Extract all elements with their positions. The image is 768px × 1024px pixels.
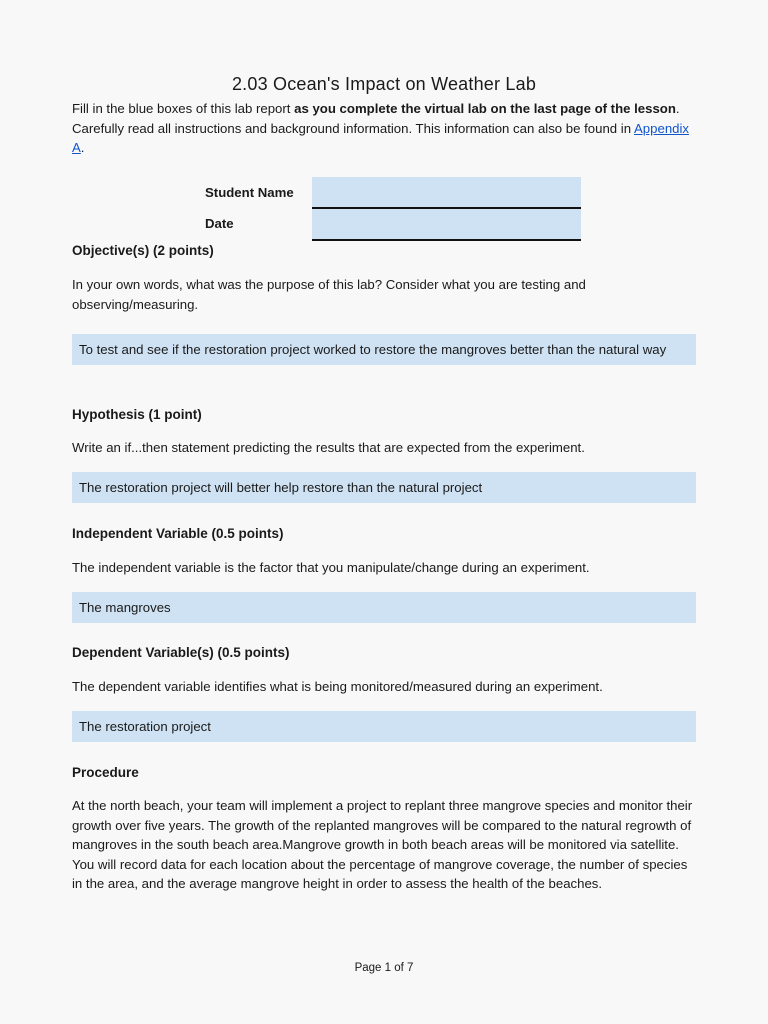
independent-variable-heading: Independent Variable (0.5 points) [72, 526, 284, 541]
hypothesis-answer-box[interactable]: The restoration project will better help restore than the natural project [72, 472, 696, 503]
dependent-variable-prompt: The dependent variable identifies what is being monitored/measured during an experiment. [72, 679, 603, 694]
page-number: Page 1 of 7 [354, 962, 414, 974]
page-title: 2.03 Ocean's Impact on Weather Lab [231, 74, 537, 94]
appendix-a-link[interactable]: Appendix A [72, 120, 690, 155]
objective-prompt: In your own words, what was the purpose of this lab? Consider what you are testing and observing/measuring. [72, 277, 586, 312]
dependent-variable-answer-box[interactable]: The restoration project [72, 711, 696, 742]
hypothesis-heading: Hypothesis (1 point) [72, 407, 202, 422]
intro-text-continued: . Carefully read all instructions and background information. This information can also be found in [72, 101, 680, 136]
independent-variable-prompt: The independent variable is the factor that you manipulate/change during an experiment. [72, 560, 590, 575]
intro-end: . [80, 140, 85, 155]
independent-variable-answer-box[interactable]: The mangroves [72, 592, 696, 623]
objective-answer-box[interactable]: To test and see if the restoration project worked to restore the mangroves better than the natural way [72, 334, 696, 365]
hypothesis-prompt: Write an if...then statement predicting the results that are expected from the experiment. [72, 440, 585, 455]
dependent-variable-heading: Dependent Variable(s) (0.5 points) [72, 645, 290, 660]
procedure-heading: Procedure [72, 765, 139, 780]
intro-text: Fill in the blue boxes of this lab report [72, 101, 295, 116]
student-name-label: Student Name [205, 185, 294, 200]
date-field[interactable] [312, 209, 581, 241]
intro-paragraph [72, 99, 696, 158]
procedure-text: At the north beach, your team will implement a project to replant three mangrove species and monitor their growth over five years. The growth of the replanted mangroves will be compared to the natural regrowth of mangroves in the south beach area.Mangrove growth in both beach areas will be monitored via satellite. You will record data for each location about the percentage of mangrove coverage, the number of species in the area, and the average mangrove height in order to assess the health of the beaches. [72, 798, 693, 891]
intro-bold-text: as you complete the virtual lab on the last page of the lesson [294, 101, 676, 116]
date-label: Date [205, 216, 234, 231]
student-name-field[interactable] [312, 177, 581, 209]
objective-heading: Objective(s) (2 points) [72, 243, 214, 258]
